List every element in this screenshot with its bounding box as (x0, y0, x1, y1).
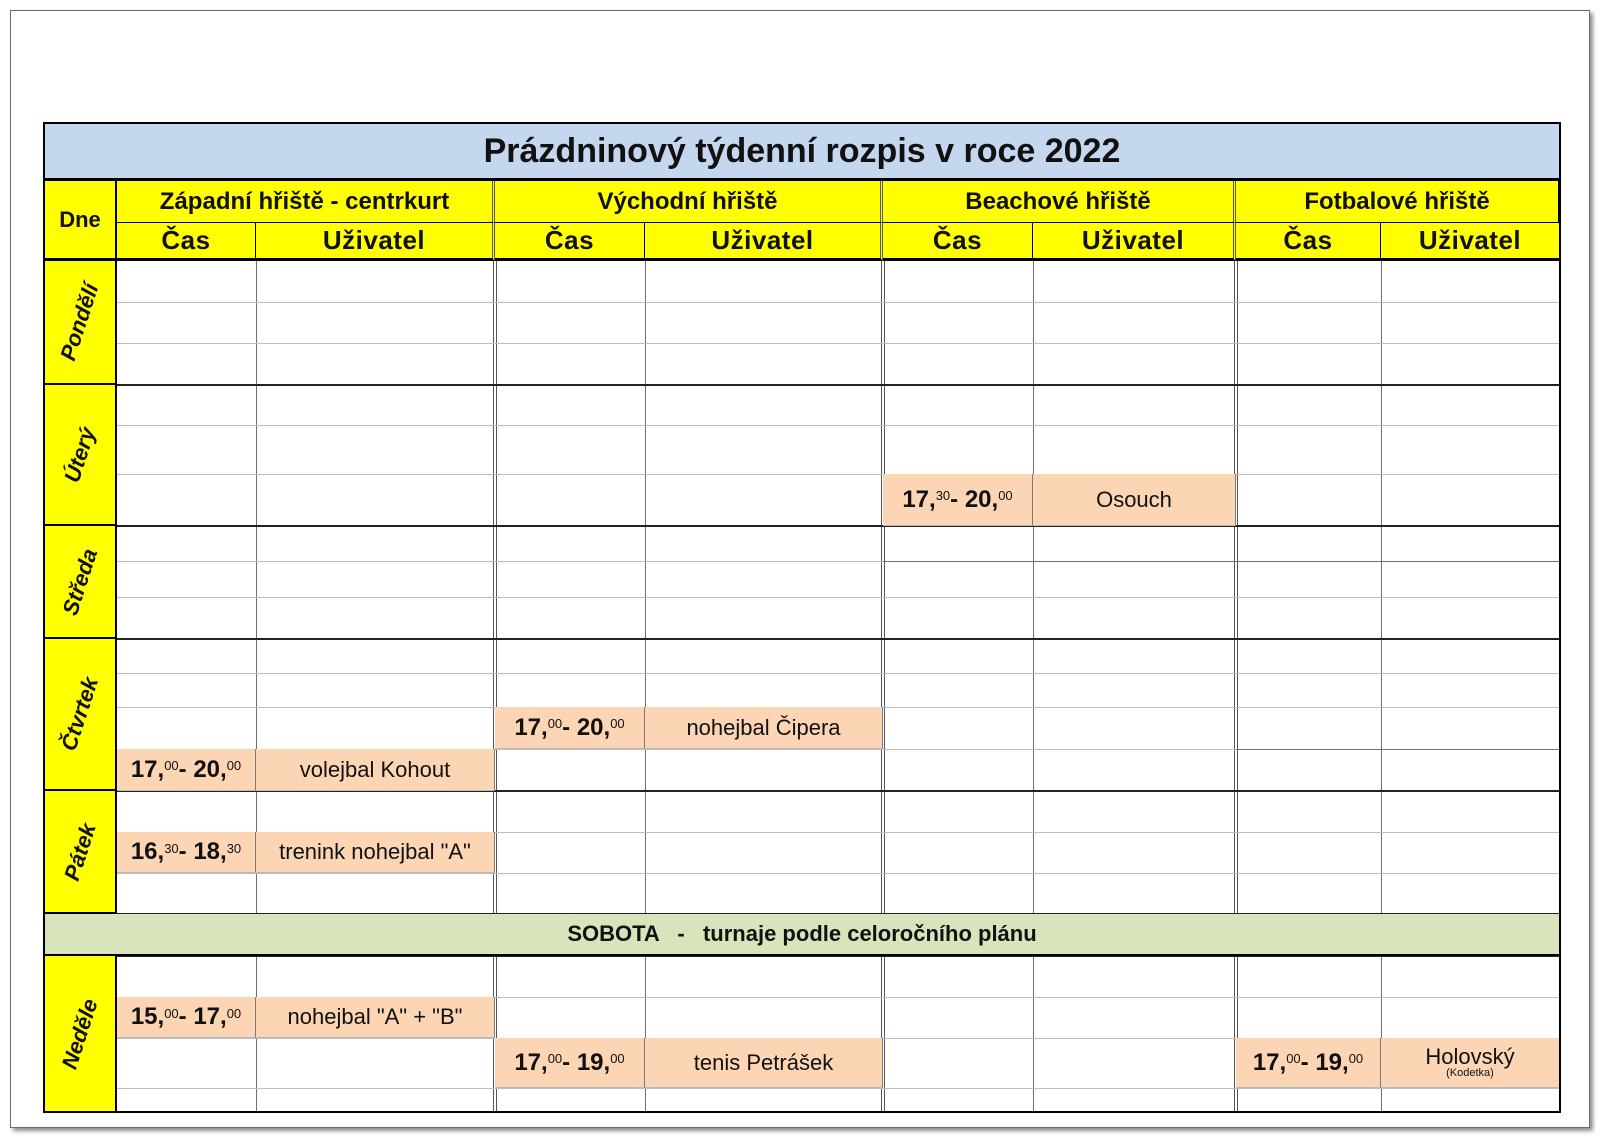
booking-thursday-east-user: nohejbal Čipera (645, 707, 883, 749)
grid-vline (645, 261, 646, 914)
grid-hline (117, 873, 1559, 874)
court-header-east: Východní hřiště (495, 181, 883, 223)
user-header-beach: Uživatel (1033, 223, 1236, 261)
user-header-west: Uživatel (256, 223, 495, 261)
booking-friday-west-time: 16, $^{30}$ - 18, $^{30}$ (117, 832, 256, 873)
grid-hline (117, 384, 1559, 386)
booking-sunday-football-user (1381, 1038, 1559, 1088)
booking-sunday-west-user: nohejbal "A" + "B" (256, 997, 495, 1038)
booking-friday-west-user: trenink nohejbal "A" (256, 832, 495, 873)
grid-hline (117, 597, 1559, 598)
saturday-note: SOBOTA - turnaje podle celoročního plánu (45, 914, 1559, 956)
booking-tuesday-beach-user: Osouch (1033, 474, 1236, 526)
court-header-west: Západní hřiště - centrkurt (117, 181, 495, 223)
day-label-sunday: Neděle (45, 956, 117, 1111)
day-label-monday: Pondělí (45, 261, 117, 385)
time-header-beach: Čas (883, 223, 1033, 261)
grid-hline (117, 525, 1559, 527)
day-label-tuesday: Úterý (45, 385, 117, 526)
day-label-friday: Pátek (45, 791, 117, 914)
booking-user-note: (Kodetka) (1446, 1067, 1494, 1080)
grid-vline (1234, 261, 1238, 914)
booking-thursday-west-user: volejbal Kohout (256, 749, 495, 791)
user-header-east: Uživatel (645, 223, 883, 261)
day-label-wednesday: Středa (45, 526, 117, 639)
grid-hline (117, 343, 1559, 344)
time-header-east: Čas (495, 223, 645, 261)
grid-hline (117, 425, 1559, 426)
grid-hline (117, 302, 1559, 303)
grid-vline (1033, 261, 1034, 914)
time-header-football: Čas (1236, 223, 1381, 261)
day-column-header: Dne (45, 181, 117, 261)
booking-sunday-east-time: 17, $^{00}$ - 19, $^{00}$ (495, 1038, 645, 1088)
grid-hline (117, 474, 1559, 475)
court-header-beach: Beachové hřiště (883, 181, 1236, 223)
booking-sunday-east-user: tenis Petrášek (645, 1038, 883, 1088)
grid-hline (117, 1088, 1559, 1089)
booking-user-name: Holovský (1425, 1044, 1515, 1070)
grid-vline (881, 261, 885, 914)
court-header-football: Fotbalové hřiště (1236, 181, 1559, 223)
grid-hline (117, 638, 1559, 640)
grid-hline-extra (883, 561, 1559, 562)
grid-hline-extra (1236, 749, 1559, 750)
grid-vline (493, 261, 497, 914)
grid-vline (256, 261, 257, 914)
booking-tuesday-beach-time: 17, $^{30}$ - 20, $^{00}$ (883, 474, 1033, 526)
grid-hline (117, 673, 1559, 674)
user-header-football: Uživatel (1381, 223, 1559, 261)
day-label-thursday: Čtvrtek (45, 639, 117, 791)
schedule-table (43, 122, 1561, 1113)
booking-sunday-football-time: 17, $^{00}$ - 19, $^{00}$ (1236, 1038, 1381, 1088)
time-header-west: Čas (117, 223, 256, 261)
page-frame (10, 10, 1590, 1128)
booking-thursday-west-time: 17, $^{00}$ - 20, $^{00}$ (117, 749, 256, 791)
grid-vline (1381, 261, 1382, 914)
booking-thursday-east-time: 17, $^{00}$ - 20, $^{00}$ (495, 707, 645, 749)
booking-sunday-west-time: 15, $^{00}$ - 17, $^{00}$ (117, 997, 256, 1038)
schedule-title: Prázdninový týdenní rozpis v roce 2022 (45, 124, 1559, 181)
